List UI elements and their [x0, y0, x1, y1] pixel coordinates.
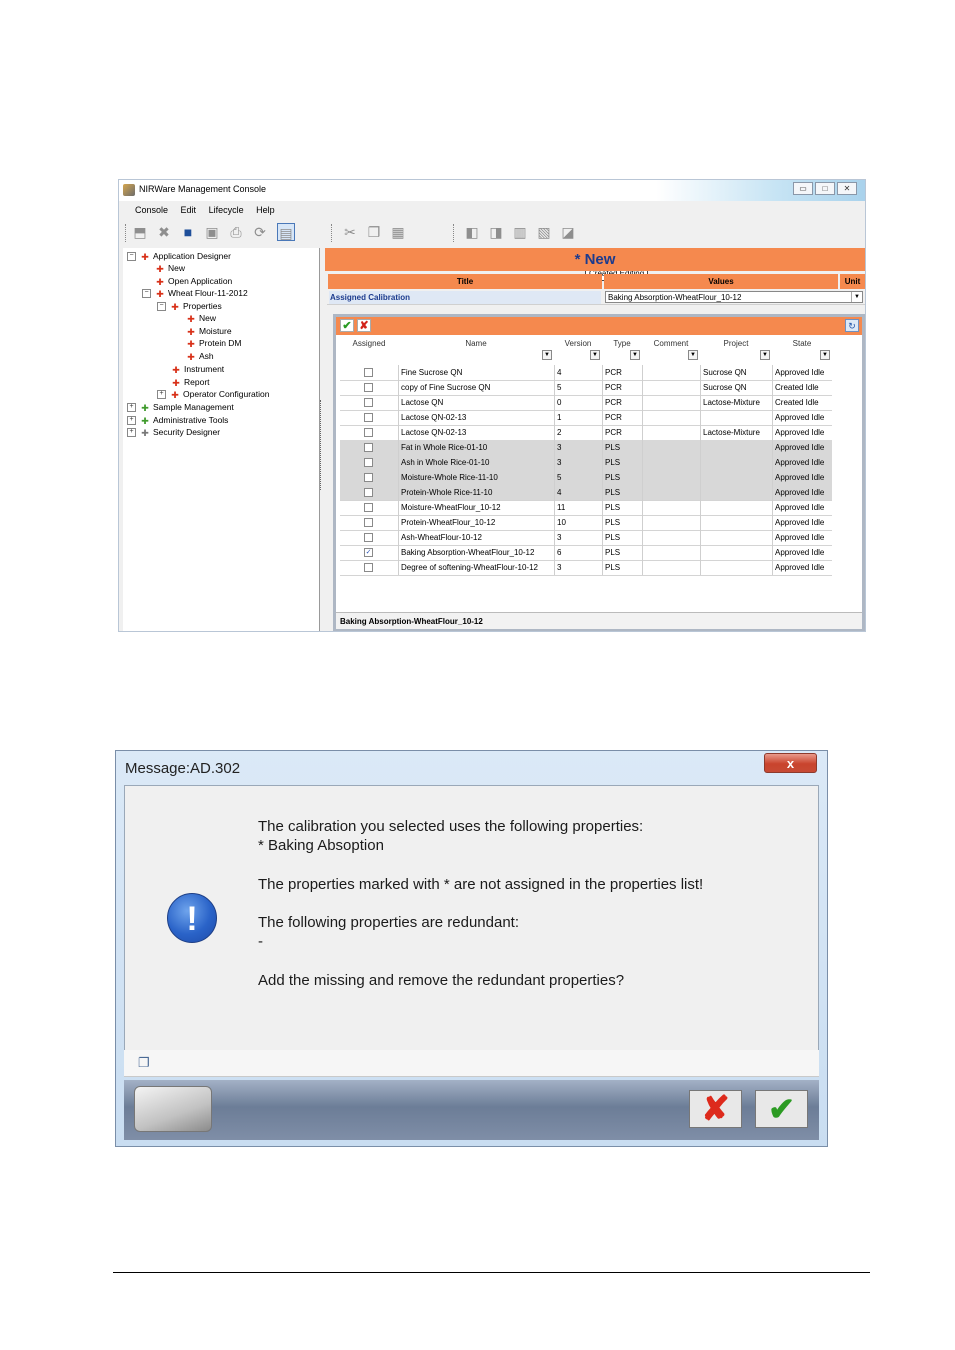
- cell-comment: [642, 560, 700, 575]
- assigned-calibration-label: Assigned Calibration: [329, 291, 601, 304]
- cell-project: Lactose-Mixture: [700, 395, 772, 410]
- cell-name: Ash-WheatFlour-10-12: [398, 530, 554, 545]
- print-icon[interactable]: ⎙: [230, 224, 242, 240]
- puzzle-icon: ✚: [141, 427, 149, 438]
- cell-comment: [642, 545, 700, 560]
- cell-name: Lactose QN: [398, 395, 554, 410]
- cell-type: PLS: [602, 470, 642, 485]
- tree-protein-dm[interactable]: ✚ Protein DM: [187, 338, 242, 349]
- cell-name: Lactose QN-02-13: [398, 425, 554, 440]
- cell-comment: [642, 410, 700, 425]
- menu-bar: [119, 202, 319, 218]
- exclamation-icon: !: [167, 893, 217, 943]
- cell-project: [700, 470, 772, 485]
- table-row[interactable]: [340, 425, 832, 441]
- cell-type: PLS: [602, 440, 642, 455]
- tree-moisture[interactable]: ✚ Moisture: [187, 326, 232, 337]
- cell-project: [700, 530, 772, 545]
- cell-type: PLS: [602, 500, 642, 515]
- cell-state: Approved Idle: [772, 515, 832, 530]
- message-line-5: -: [258, 933, 263, 950]
- cell-version: 2: [554, 425, 602, 440]
- menu-edit[interactable]: Edit: [180, 205, 197, 215]
- cell-version: 4: [554, 365, 602, 380]
- cell-version: 5: [554, 380, 602, 395]
- cell-state: Created Idle: [772, 395, 832, 410]
- cell-version: 10: [554, 515, 602, 530]
- paste-icon[interactable]: ▦: [391, 224, 405, 240]
- cell-version: 3: [554, 440, 602, 455]
- col-comment[interactable]: Comment: [653, 339, 689, 348]
- cell-state: Approved Idle: [772, 455, 832, 470]
- message-line-4: The following properties are redundant:: [258, 914, 519, 931]
- cell-state: Approved Idle: [772, 500, 832, 515]
- cell-type: PLS: [602, 515, 642, 530]
- cell-project: Lactose-Mixture: [700, 425, 772, 440]
- checkmark-icon: ✔: [768, 1091, 795, 1127]
- table-row[interactable]: [340, 410, 832, 426]
- cell-project: [700, 485, 772, 500]
- cell-project: [700, 410, 772, 425]
- tree-open-application[interactable]: ✚ Open Application: [156, 276, 233, 287]
- table-row[interactable]: [340, 515, 832, 531]
- message-line-6: Add the missing and remove the redundant properties?: [258, 972, 625, 989]
- dialog-title: Message:AD.302: [125, 760, 241, 777]
- cell-comment: [642, 440, 700, 455]
- cell-state: Approved Idle: [772, 485, 832, 500]
- filter-name-icon[interactable]: ▼: [542, 350, 552, 360]
- cell-project: Sucrose QN: [700, 380, 772, 395]
- lifecycle-3-icon[interactable]: ▥: [513, 224, 527, 240]
- puzzle-icon: ✚: [141, 415, 149, 426]
- assigned-checkbox[interactable]: [364, 488, 373, 497]
- assigned-checkbox[interactable]: [364, 473, 373, 482]
- tree-administrative-tools[interactable]: + ✚ Administrative Tools: [127, 414, 228, 426]
- tree-application-designer[interactable]: − ✚ Application Designer: [127, 250, 231, 262]
- cell-type: PCR: [602, 395, 642, 410]
- cell-state: Approved Idle: [772, 560, 832, 575]
- page-footer-rule: [113, 1272, 870, 1273]
- table-row[interactable]: [340, 560, 832, 576]
- instrument-image: [134, 1086, 212, 1132]
- save-icon[interactable]: ■: [183, 224, 193, 240]
- table-row[interactable]: [340, 440, 832, 456]
- tree-operator-configuration[interactable]: + ✚ Operator Configuration: [157, 388, 269, 400]
- toolbar-separator: [453, 224, 455, 242]
- dialog-close-button[interactable]: x: [764, 753, 817, 773]
- selector-toolbar: [336, 317, 862, 335]
- puzzle-icon: ✚: [187, 326, 195, 337]
- tree-instrument[interactable]: ✚ Instrument: [172, 364, 225, 375]
- puzzle-icon: ✚: [156, 276, 164, 287]
- cell-project: Sucrose QN: [700, 365, 772, 380]
- cell-comment: [642, 380, 700, 395]
- assigned-checkbox[interactable]: [364, 368, 373, 377]
- assigned-calibration-row: [327, 291, 865, 305]
- puzzle-icon: ✚: [172, 364, 180, 375]
- table-row[interactable]: [340, 365, 832, 381]
- tree-new[interactable]: ✚ New: [156, 263, 186, 274]
- assigned-checkbox[interactable]: [364, 428, 373, 437]
- column-unit: Unit: [840, 274, 865, 289]
- lifecycle-4-icon[interactable]: ▧: [537, 224, 551, 240]
- assigned-checkbox[interactable]: [364, 533, 373, 542]
- dialog-footer: [124, 1080, 819, 1140]
- toolbar: [119, 220, 865, 246]
- column-title: Title: [328, 274, 602, 289]
- accept-icon[interactable]: ✔: [340, 319, 354, 332]
- nirware-console-window: [118, 179, 866, 632]
- cell-version: 5: [554, 470, 602, 485]
- cut-icon[interactable]: ✂: [344, 224, 356, 240]
- filter-project-icon[interactable]: ▼: [760, 350, 770, 360]
- cell-version: 1: [554, 410, 602, 425]
- navigation-tree: [123, 248, 320, 632]
- assigned-checkbox[interactable]: [364, 458, 373, 467]
- cell-state: Approved Idle: [772, 545, 832, 560]
- col-version[interactable]: Version: [564, 339, 592, 348]
- cell-name: Baking Absorption-WheatFlour_10-12: [398, 545, 554, 560]
- col-assigned[interactable]: Assigned: [352, 339, 386, 348]
- dropdown-arrow-icon[interactable]: ▼: [851, 292, 862, 302]
- calibration-selector: [333, 314, 865, 632]
- cell-type: PLS: [602, 545, 642, 560]
- cell-type: PLS: [602, 485, 642, 500]
- col-type[interactable]: Type: [613, 339, 631, 348]
- table-row[interactable]: [340, 500, 832, 516]
- tree-report[interactable]: ✚ Report: [172, 377, 210, 388]
- view-icon[interactable]: ▤: [277, 223, 295, 241]
- cell-comment: [642, 500, 700, 515]
- filter-row: [336, 350, 836, 362]
- cell-type: PLS: [602, 455, 642, 470]
- save-all-icon[interactable]: ▣: [205, 224, 219, 240]
- toolbar-grip: [125, 224, 127, 242]
- puzzle-icon: ✚: [171, 301, 179, 312]
- cell-comment: [642, 425, 700, 440]
- cell-comment: [642, 455, 700, 470]
- close-button[interactable]: ✕: [837, 182, 857, 195]
- toolbar-separator: [331, 224, 333, 242]
- filter-version-icon[interactable]: ▼: [590, 350, 600, 360]
- cell-state: Approved Idle: [772, 410, 832, 425]
- cell-state: Approved Idle: [772, 425, 832, 440]
- col-state[interactable]: State: [792, 339, 812, 348]
- puzzle-icon: ✚: [187, 338, 195, 349]
- assigned-checkbox[interactable]: [364, 398, 373, 407]
- cell-project: [700, 560, 772, 575]
- assigned-checkbox[interactable]: ✓: [365, 549, 372, 556]
- tree-wheat-flour[interactable]: − ✚ Wheat Flour-11-2012: [142, 287, 248, 299]
- cell-name: Degree of softening-WheatFlour-10-12: [398, 560, 554, 575]
- cell-version: 4: [554, 485, 602, 500]
- ok-button[interactable]: [755, 1090, 808, 1128]
- filter-comment-icon[interactable]: ▼: [688, 350, 698, 360]
- puzzle-icon: ✚: [171, 389, 179, 400]
- minimize-button[interactable]: ▭: [793, 182, 813, 195]
- menu-help[interactable]: Help: [256, 205, 275, 215]
- cancel-x-icon: ✘: [701, 1090, 730, 1128]
- selected-calibration: Baking Absorption-WheatFlour_10-12: [336, 612, 862, 629]
- cell-name: Protein-Whole Rice-11-10: [398, 485, 554, 500]
- col-name[interactable]: Name: [465, 339, 487, 348]
- table-row[interactable]: [340, 380, 832, 396]
- table-row[interactable]: [340, 485, 832, 501]
- menu-console[interactable]: Console: [135, 205, 169, 215]
- assigned-checkbox[interactable]: [364, 413, 373, 422]
- cell-name: Moisture-WheatFlour_10-12: [398, 500, 554, 515]
- cell-type: PLS: [602, 560, 642, 575]
- cell-name: Fine Sucrose QN: [398, 365, 554, 380]
- maximize-button[interactable]: □: [815, 182, 835, 195]
- cell-name: Lactose QN-02-13: [398, 410, 554, 425]
- puzzle-icon: ✚: [187, 351, 195, 362]
- cell-comment: [642, 395, 700, 410]
- tree-security-designer[interactable]: + ✚ Security Designer: [127, 426, 220, 438]
- cell-type: PLS: [602, 530, 642, 545]
- cell-state: Approved Idle: [772, 470, 832, 485]
- tree-sample-management[interactable]: + ✚ Sample Management: [127, 401, 234, 413]
- cell-type: PCR: [602, 380, 642, 395]
- refresh-icon[interactable]: ⟳: [254, 224, 266, 240]
- assigned-checkbox[interactable]: [364, 443, 373, 452]
- cell-project: [700, 440, 772, 455]
- tree-prop-new[interactable]: ✚ New: [187, 313, 217, 324]
- puzzle-icon: ✚: [172, 377, 180, 388]
- table-row[interactable]: [340, 530, 832, 546]
- puzzle-icon: ✚: [156, 288, 164, 299]
- copy-bar: [124, 1050, 819, 1077]
- cell-version: 0: [554, 395, 602, 410]
- cell-comment: [642, 530, 700, 545]
- table-row[interactable]: [340, 545, 832, 561]
- copy-icon[interactable]: ❐: [138, 1055, 150, 1070]
- cell-project: [700, 500, 772, 515]
- window-title: NIRWare Management Console: [139, 184, 267, 194]
- table-row[interactable]: [340, 470, 832, 486]
- cell-name: Fat in Whole Rice-01-10: [398, 440, 554, 455]
- cell-name: Moisture-Whole Rice-11-10: [398, 470, 554, 485]
- assigned-checkbox[interactable]: [364, 383, 373, 392]
- message-line-1: The calibration you selected uses the following properties:: [258, 818, 644, 835]
- cell-version: 3: [554, 560, 602, 575]
- tree-properties[interactable]: − ✚ Properties: [157, 300, 222, 312]
- assigned-checkbox[interactable]: [364, 503, 373, 512]
- cell-state: Approved Idle: [772, 365, 832, 380]
- col-project[interactable]: Project: [723, 339, 749, 348]
- cell-state: Approved Idle: [772, 530, 832, 545]
- splitter[interactable]: [320, 400, 324, 490]
- property-panel: [325, 248, 865, 632]
- puzzle-icon: ✚: [187, 313, 195, 324]
- cell-type: PCR: [602, 365, 642, 380]
- panel-header: * New: [325, 248, 865, 271]
- tree-ash[interactable]: ✚ Ash: [187, 351, 214, 362]
- assigned-checkbox[interactable]: [364, 518, 373, 527]
- cell-comment: [642, 515, 700, 530]
- app-icon: [123, 184, 135, 196]
- filter-type-icon[interactable]: ▼: [630, 350, 640, 360]
- cell-comment: [642, 365, 700, 380]
- message-line-2: * Baking Absoption: [258, 837, 384, 854]
- cancel-button[interactable]: [689, 1090, 742, 1128]
- copy-icon[interactable]: ❐: [367, 224, 381, 240]
- column-values: Values: [604, 274, 838, 289]
- table-row[interactable]: [340, 455, 832, 471]
- puzzle-icon: ✚: [141, 402, 149, 413]
- assigned-checkbox[interactable]: [364, 563, 373, 572]
- cell-name: Ash in Whole Rice-01-10: [398, 455, 554, 470]
- refresh-icon[interactable]: ↻: [845, 319, 859, 332]
- delete-icon[interactable]: ✖: [158, 224, 170, 240]
- cell-version: 11: [554, 500, 602, 515]
- menu-lifecycle[interactable]: Lifecycle: [208, 205, 244, 215]
- table-row[interactable]: [340, 395, 832, 411]
- cell-type: PCR: [602, 425, 642, 440]
- puzzle-icon: ✚: [141, 251, 149, 262]
- cell-state: Created Idle: [772, 380, 832, 395]
- message-dialog: [115, 750, 828, 1147]
- lifecycle-2-icon[interactable]: ◨: [489, 224, 503, 240]
- cell-project: [700, 545, 772, 560]
- lifecycle-5-icon[interactable]: ◪: [561, 224, 575, 240]
- cell-comment: [642, 485, 700, 500]
- cell-project: [700, 455, 772, 470]
- title-bar: [119, 180, 865, 201]
- cell-version: 3: [554, 455, 602, 470]
- cell-state: Approved Idle: [772, 440, 832, 455]
- cell-version: 3: [554, 530, 602, 545]
- message-line-3: The properties marked with * are not assigned in the properties list!: [258, 876, 704, 893]
- dialog-body: [124, 785, 819, 1052]
- assigned-calibration-select[interactable]: Baking Absorption-WheatFlour_10-12 ▼: [605, 291, 863, 303]
- reject-icon[interactable]: ✘: [357, 319, 371, 332]
- cell-version: 6: [554, 545, 602, 560]
- cell-type: PCR: [602, 410, 642, 425]
- cell-name: Protein-WheatFlour_10-12: [398, 515, 554, 530]
- cell-project: [700, 515, 772, 530]
- cell-comment: [642, 470, 700, 485]
- cell-name: copy of Fine Sucrose QN: [398, 380, 554, 395]
- lifecycle-1-icon[interactable]: ◧: [465, 224, 479, 240]
- puzzle-icon: ✚: [156, 263, 164, 274]
- filter-state-icon[interactable]: ▼: [820, 350, 830, 360]
- checkin-icon[interactable]: ⬒: [133, 224, 147, 240]
